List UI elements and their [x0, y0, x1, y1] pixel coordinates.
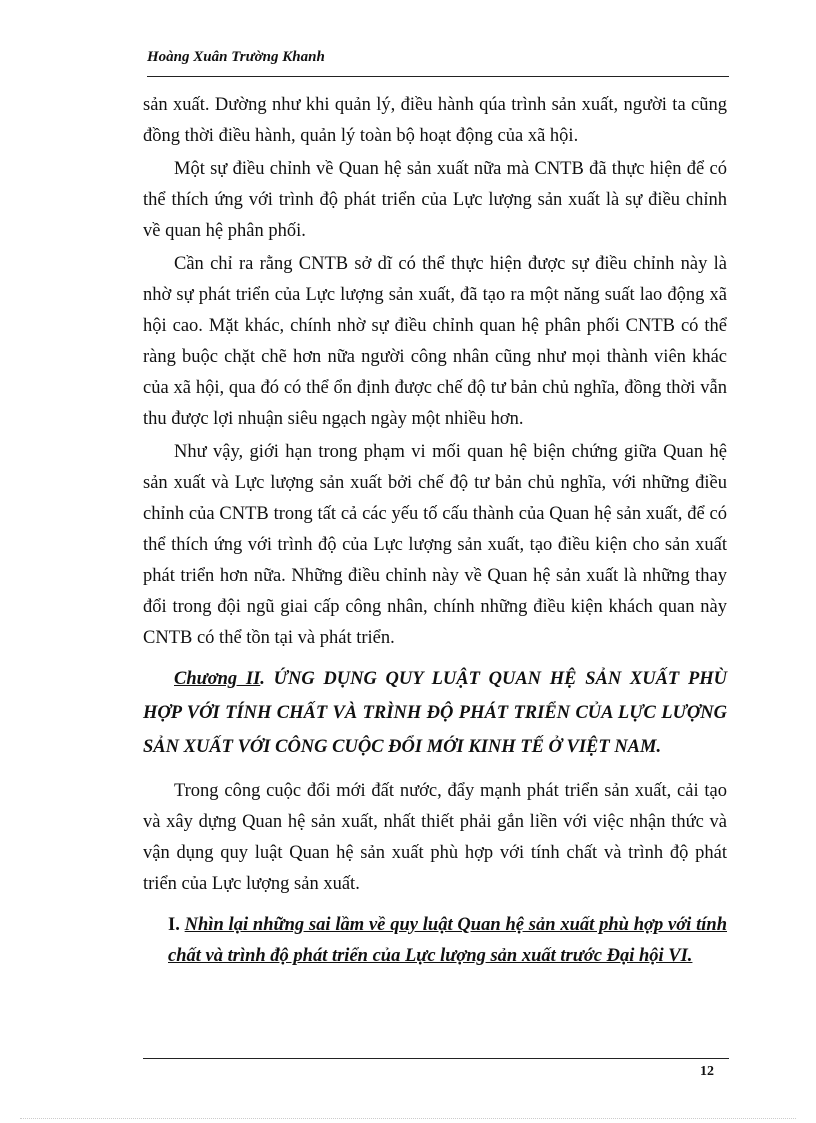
chapter-label: Chương II — [174, 669, 261, 689]
paragraph: Trong công cuộc đổi mới đất nước, đẩy mạnh phát triển sản xuất, cải tạo và xây dựng Quan hệ sản xuất, nhất thiết phải gắn liền với việc nhận thức và vận dụng quy luật Quan hệ sản xuất phù hợp với tính chất và trình độ phát triển của Lực lượng sản xuất. — [143, 781, 727, 894]
paragraph: Như vậy, giới hạn trong phạm vi mối quan hệ biện chứng giữa Quan hệ sản xuất và Lực lượng sản xuất bởi chế độ tư bản chủ nghĩa, với những điều chỉnh của CNTB trong tất cả các yếu tố cấu thành của Quan hệ sản xuất, để có thể thích ứng với trình độ của Lực lượng sản xuất, tạo điều kiện cho sản xuất phát triển hơn nữa. Những điều chỉnh này về Quan hệ sản xuất là những thay đổi trong đội ngũ giai cấp công nhân, chính những điều kiện khách quan này CNTB có thể tồn tại và phát triển. — [143, 442, 727, 648]
section-title: Nhìn lại những sai lầm về quy luật Quan hệ sản xuất phù hợp với tính chất và trình độ phát triển của Lực lượng sản xuất trước Đại hội VI. — [168, 915, 728, 966]
paragraph: sản xuất. Dường như khi quản lý, điều hành qúa trình sản xuất, người ta cũng đồng thời điều hành, quản lý toàn bộ hoạt động của xã hội. — [143, 95, 727, 146]
chapter-heading — [143, 662, 727, 764]
header-rule — [147, 76, 729, 77]
section-heading — [168, 910, 727, 972]
footer-rule — [143, 1058, 729, 1059]
paragraph: Cần chỉ ra rằng CNTB sở dĩ có thể thực hiện được sự điều chỉnh này là nhờ sự phát triển của Lực lượng sản xuất, đã tạo ra một năng suất lao động xã hội cao. Mặt khác, chính nhờ sự điều chỉnh quan hệ phân phối CNTB có thể ràng buộc chặt chẽ hơn nữa người công nhân cũng như mọi thành viên khác của xã hội, qua đó có thể ổn định được chế độ tư bản chủ nghĩa, đồng thời vẫn thu được lợi nhuận siêu ngạch ngày một nhiều hơn. — [143, 254, 727, 429]
page-edge-dots — [20, 1118, 796, 1119]
paragraph: Một sự điều chỉnh về Quan hệ sản xuất nữa mà CNTB đã thực hiện để có thể thích ứng với trình độ phát triển của Lực lượng sản xuất là sự điều chỉnh về quan hệ phân phối. — [143, 159, 727, 241]
section-number: I. — [168, 915, 185, 935]
page-body — [143, 90, 727, 972]
chapter-title: . ỨNG DỤNG QUY LUẬT QUAN HỆ SẢN XUẤT PHÙ HỢP VỚI TÍNH CHẤT VÀ TRÌNH ĐỘ PHÁT TRIỂN CỦA LỰC LƯỢNG SẢN XUẤT VỚI CÔNG CUỘC ĐỔI MỚI KINH TẾ Ở VIỆT NAM. — [143, 669, 727, 757]
page-number: 12 — [700, 1064, 714, 1079]
running-header: Hoàng Xuân Trường Khanh — [147, 49, 325, 65]
